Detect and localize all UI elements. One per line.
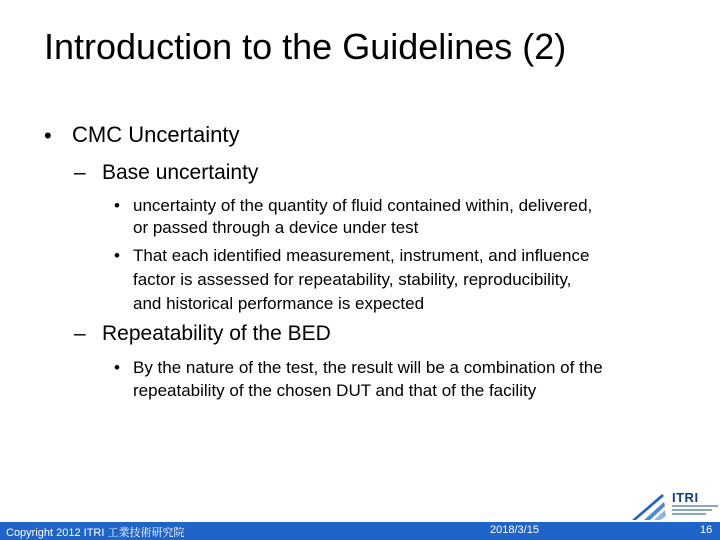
base-item1-line2: or passed through a device under test (133, 218, 419, 237)
dash-marker: – (74, 161, 86, 184)
bullet-dot: • (44, 123, 52, 148)
base-item2-line1: That each identified measurement, instrument, and influence (133, 246, 590, 265)
bullet-dot: • (114, 246, 120, 265)
footer-bar (0, 522, 720, 540)
itri-logo-mark-icon (628, 492, 668, 522)
itri-logo (628, 490, 720, 522)
base-item2-line2: factor is assessed for repeatability, stability, reproducibility, (133, 270, 572, 289)
subheading-repeatability: Repeatability of the BED (102, 322, 331, 345)
footer-date: 2018/3/15 (490, 524, 539, 536)
dash-marker: – (74, 322, 86, 345)
repeat-item1-line2: repeatability of the chosen DUT and that of the facility (133, 381, 537, 400)
footer-page-number: 16 (700, 524, 713, 536)
bullet-dot: • (114, 196, 120, 215)
bullet-dot: • (114, 358, 120, 377)
base-item2-line3: and historical performance is expected (133, 294, 425, 313)
repeat-item1-line1: By the nature of the test, the result will be a combination of the (133, 358, 603, 377)
footer-copyright: Copyright 2012 ITRI 工業技術研究院 (6, 527, 185, 539)
logo-wordmark: ITRI (672, 490, 699, 505)
bullet-cmc-uncertainty: CMC Uncertainty (72, 122, 240, 147)
slide-title: Introduction to the Guidelines (2) (44, 26, 567, 67)
subheading-base-uncertainty: Base uncertainty (102, 161, 259, 184)
logo-subtext-lines (672, 505, 718, 519)
base-item1-line1: uncertainty of the quantity of fluid contained within, delivered, (133, 196, 593, 215)
